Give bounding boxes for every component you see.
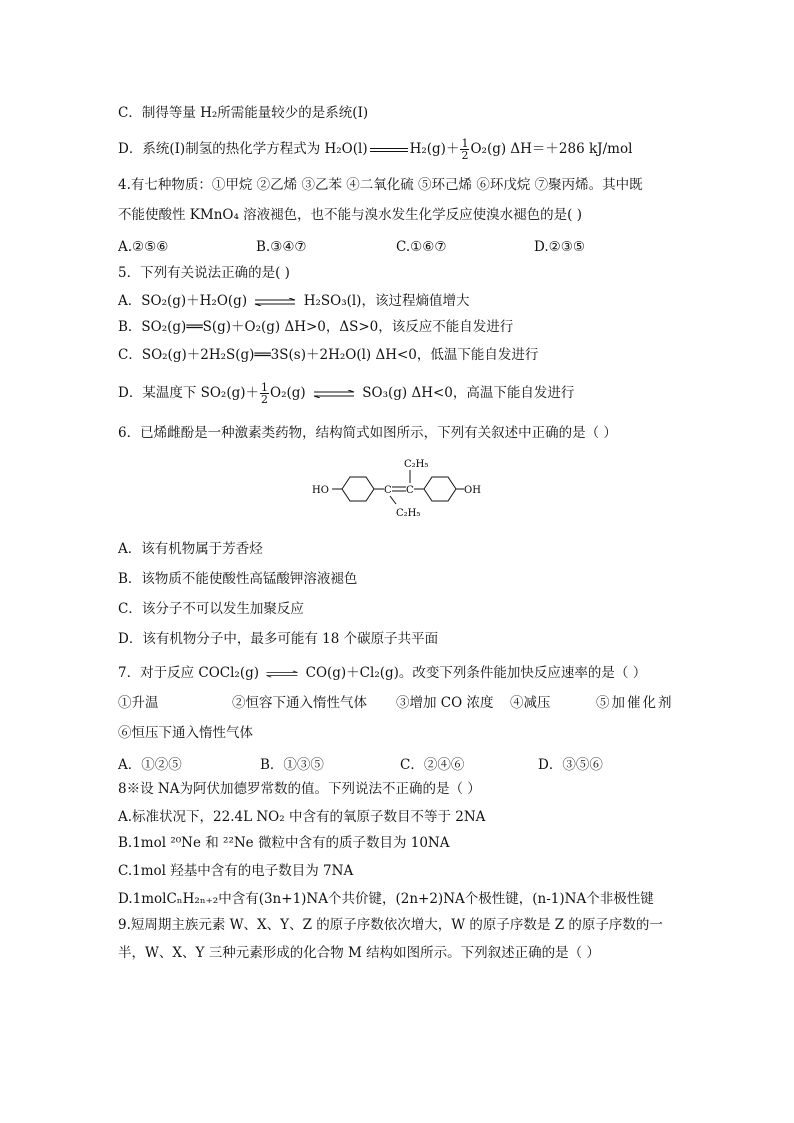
q6-option-b: B．该物质不能使酸性高锰酸钾溶液褪色 (118, 571, 358, 587)
q7-option-c: C．②④⑥ (400, 757, 465, 773)
q7-option-a: A．①②⑤ (118, 757, 182, 773)
question-4-line2: 不能使酸性 KMnO₄ 溶液褪色，也不能与溴水发生化学反应使溴水褪色的是( ) (118, 207, 582, 223)
question-6: 6．已烯雌酚是一种激素类药物，结构简式如图所示，下列有关叙述中正确的是（ ） (118, 425, 617, 441)
q7-condition-6: ⑥恒压下通入惰性气体 (118, 725, 253, 741)
q4-option-d: D.②③⑤ (534, 239, 585, 255)
q6-option-a: A．该有机物属于芳香烃 (118, 541, 263, 557)
question-4-line1: 4.有七种物质：①甲烷 ②乙烯 ③乙苯 ④二氧化硫 ⑤环己烯 ⑥环戊烷 ⑦聚丙烯。其中既 (118, 177, 643, 193)
struct-top-group: C₂H₅ (404, 459, 429, 470)
q7-condition-5: ⑤加催化剂 (596, 695, 674, 711)
struct-left-group: HO (312, 485, 329, 496)
q8-option-d: D.1molCₙH₂ₙ₊₂中含有(3n+1)NA个共价键，(2n+2)NA个极性键，(n-1)NA个非极性键 (118, 891, 654, 907)
q6-option-c: C．该分子不可以发生加聚反应 (118, 601, 304, 617)
q8-option-c: C.1mol 羟基中含有的电子数目为 7NA (118, 863, 354, 879)
equilibrium-arrow-icon (312, 390, 356, 398)
q7-condition-4: ④减压 (510, 695, 551, 711)
question-5: 5．下列有关说法正确的是( ) (118, 265, 290, 281)
q5-option-c: C．SO₂(g)＋2H₂S(g)══3S(s)＋2H₂O(l) ΔH<0，低温下能自发进行 (118, 347, 539, 363)
equilibrium-arrow-icon (253, 298, 297, 306)
struct-right-group: OH (464, 485, 481, 496)
q4-option-a: A.②⑤⑥ (118, 239, 169, 255)
fraction-half: $\frac{1}{2}$ (461, 137, 469, 162)
q8-option-b: B.1mol ²⁰Ne 和 ²²Ne 微粒中含有的质子数目为 10NA (118, 835, 450, 851)
option-c-line: C．制得等量 H₂所需能量较少的是系统(I) (118, 105, 369, 121)
q5-option-b: B．SO₂(g)══S(g)＋O₂(g) ΔH>0，ΔS>0，该反应不能自发进行 (118, 319, 514, 335)
q5-option-a: A．SO₂(g)＋H₂O(g) H₂SO₃(l)，该过程熵值增大 (118, 293, 470, 309)
equilibrium-arrow-icon (265, 670, 299, 678)
q7-condition-1: ①升温 (118, 695, 159, 711)
q7-condition-3: ③增加 CO 浓度 (396, 695, 494, 711)
q8-option-a: A.标准状况下，22.4L NO₂ 中含有的氧原子数目不等于 2NA (118, 809, 486, 825)
option-d-line: D．系统(I)制氢的热化学方程式为 H₂O(l) H₂(g)＋ $\frac{1}{2}$ O₂(g) ΔH＝＋286 kJ/mol (118, 137, 633, 162)
question-8: 8※设 NA为阿伏加德罗常数的值。下列说法不正确的是（ ） (118, 781, 481, 797)
q7-option-d: D．③⑤⑥ (538, 757, 603, 773)
struct-c-right: C (406, 485, 414, 496)
q6-option-d: D．该有机物分子中，最多可能有 18 个碳原子共平面 (118, 631, 439, 647)
equals-sign (370, 148, 408, 152)
q4-option-b: B.③④⑦ (256, 239, 307, 255)
struct-c-left: C (384, 485, 392, 496)
q7-option-b: B．①③⑤ (260, 757, 324, 773)
q5-option-d: D．某温度下 SO₂(g)＋ $\frac{1}{2}$ O₂(g) SO₃(g) ΔH<0，高温下能自发进行 (118, 381, 575, 406)
q7-condition-2: ②恒容下通入惰性气体 (232, 695, 367, 711)
question-9-line1: 9.短周期主族元素 W、X、Y、Z 的原子序数依次增大，W 的原子序数是 Z 的原子序数的一 (118, 917, 663, 933)
q4-option-c: C.①⑥⑦ (396, 239, 447, 255)
fraction-half: $\frac{1}{2}$ (261, 381, 269, 406)
diethylstilbestrol-structure (310, 456, 490, 520)
question-9-line2: 半，W、X、Y 三种元素形成的化合物 M 结构如图所示。下列叙述正确的是（ ） (118, 945, 600, 961)
question-7: 7．对于反应 COCl₂(g) CO(g)＋Cl₂(g)。改变下列条件能加快反应速率的是（ ） (118, 665, 647, 681)
struct-bottom-group: C₂H₅ (396, 508, 421, 519)
